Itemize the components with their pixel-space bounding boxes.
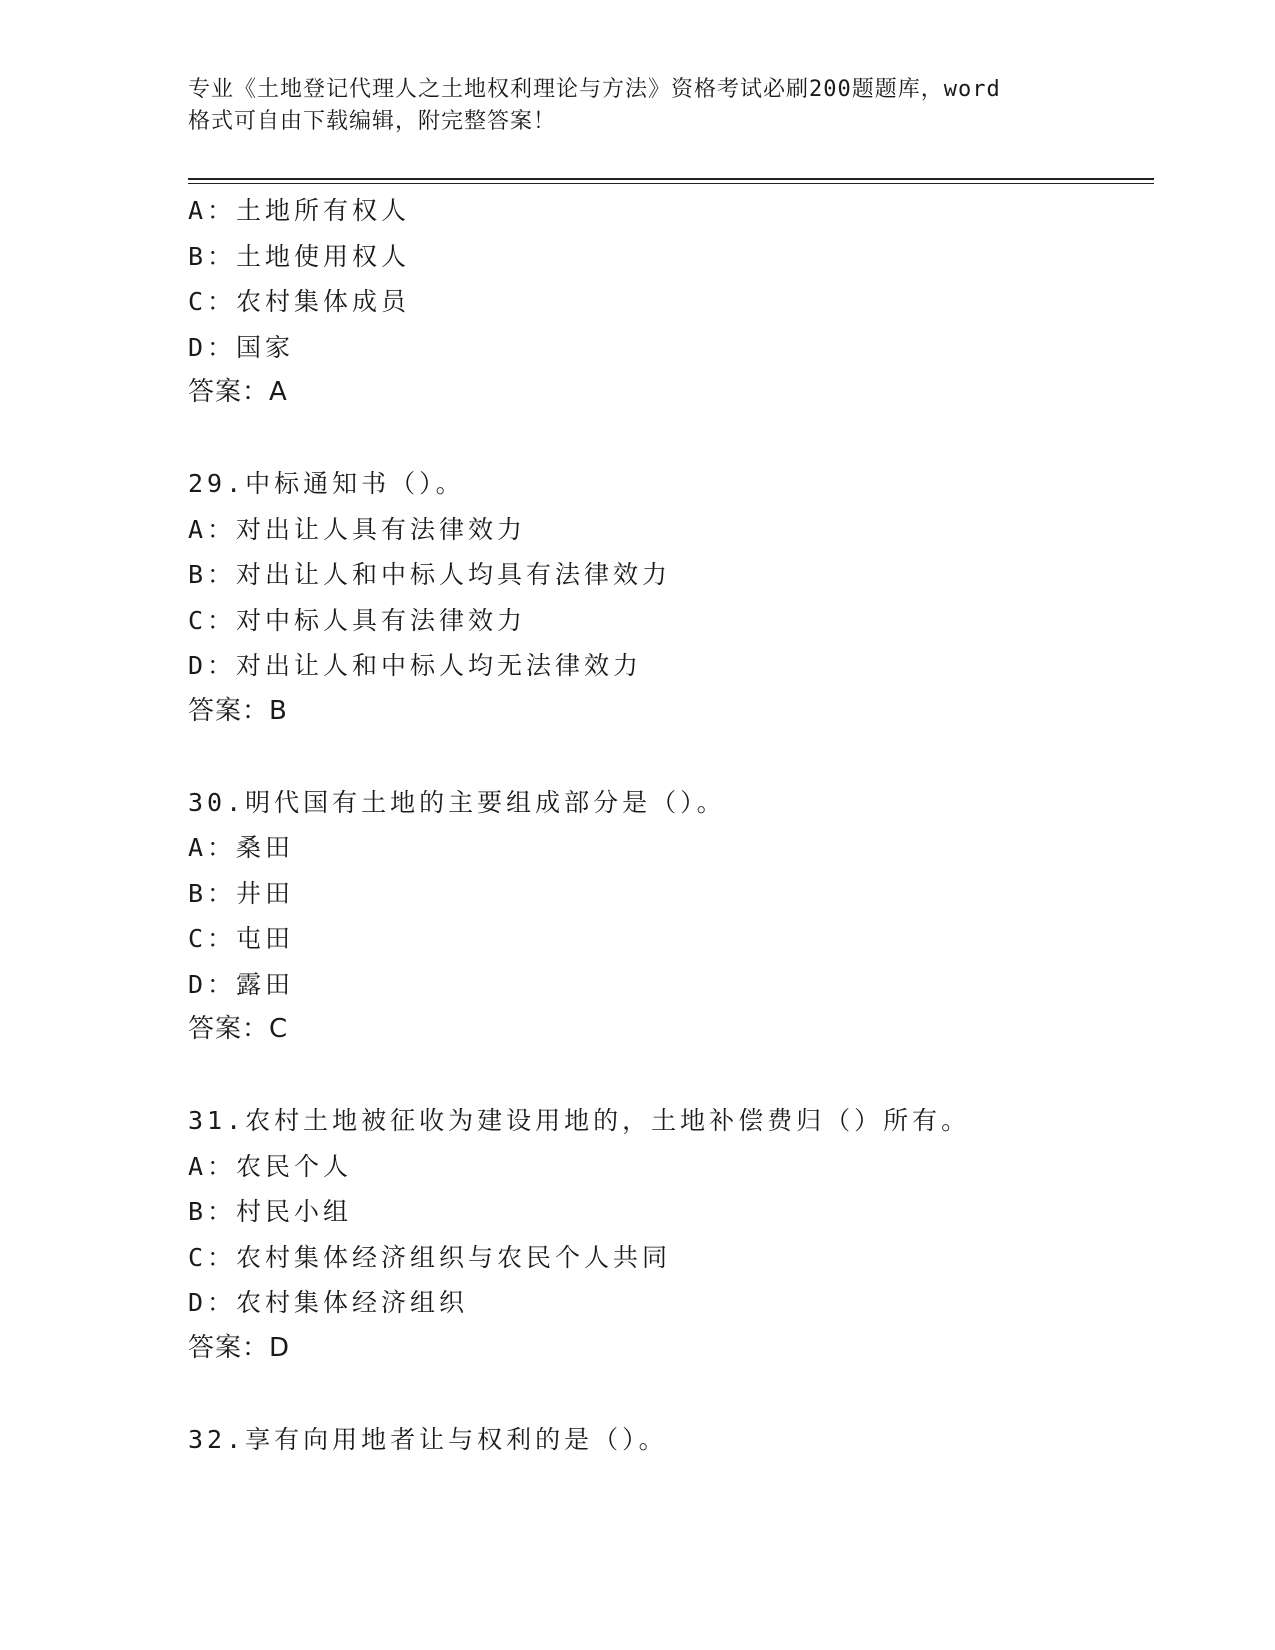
header-divider-thick xyxy=(188,178,1154,180)
question-29 xyxy=(188,461,1148,734)
spacer xyxy=(188,1053,1148,1099)
question-text: 30.明代国有土地的主要组成部分是（）。 xyxy=(188,787,726,817)
header-divider-thin xyxy=(188,183,1154,184)
question-text: 29.中标通知书（）。 xyxy=(188,469,465,498)
answer: 答案：A xyxy=(188,377,288,407)
document-header xyxy=(188,74,1068,138)
option-a: A：对出让人具有法律效力 xyxy=(188,514,527,544)
option-d: D：露田 xyxy=(188,969,295,999)
option-a: A：桑田 xyxy=(188,833,295,862)
spacer xyxy=(188,1371,1148,1417)
question-list xyxy=(188,188,1148,1462)
option-d: D：国家 xyxy=(188,332,295,362)
option-b: B：井田 xyxy=(188,878,295,908)
option-b: B：村民小组 xyxy=(188,1197,353,1226)
answer: 答案：D xyxy=(188,1332,291,1363)
option-a: A：农民个人 xyxy=(188,1151,353,1181)
header-line-2: 格式可自由下载编辑，附完整答案！ xyxy=(188,109,557,134)
spacer xyxy=(188,734,1148,780)
answer: 答案：B xyxy=(188,695,288,726)
spacer xyxy=(188,416,1148,462)
question-31 xyxy=(188,1098,1148,1371)
question-text: 31.农村土地被征收为建设用地的，土地补偿费归（）所有。 xyxy=(188,1106,971,1135)
option-d: D：农村集体经济组织 xyxy=(188,1288,469,1317)
option-c: C：对中标人具有法律效力 xyxy=(188,605,527,635)
option-c: C：农村集体成员 xyxy=(188,287,411,316)
answer: 答案：C xyxy=(188,1014,289,1044)
option-b: B：对出让人和中标人均具有法律效力 xyxy=(188,560,672,589)
question-32 xyxy=(188,1417,1148,1463)
option-c: C：屯田 xyxy=(188,924,295,953)
question-30 xyxy=(188,780,1148,1053)
option-d: D：对出让人和中标人均无法律效力 xyxy=(188,651,643,680)
question-text: 32.享有向用地者让与权利的是（）。 xyxy=(188,1424,668,1454)
option-a: A：土地所有权人 xyxy=(188,196,411,225)
header-line-1: 专业《土地登记代理人之土地权利理论与方法》资格考试必刷200题题库，word xyxy=(188,77,1001,102)
option-b: B：土地使用权人 xyxy=(188,241,411,271)
option-c: C：农村集体经济组织与农民个人共同 xyxy=(188,1242,672,1272)
question-28 xyxy=(188,188,1148,416)
